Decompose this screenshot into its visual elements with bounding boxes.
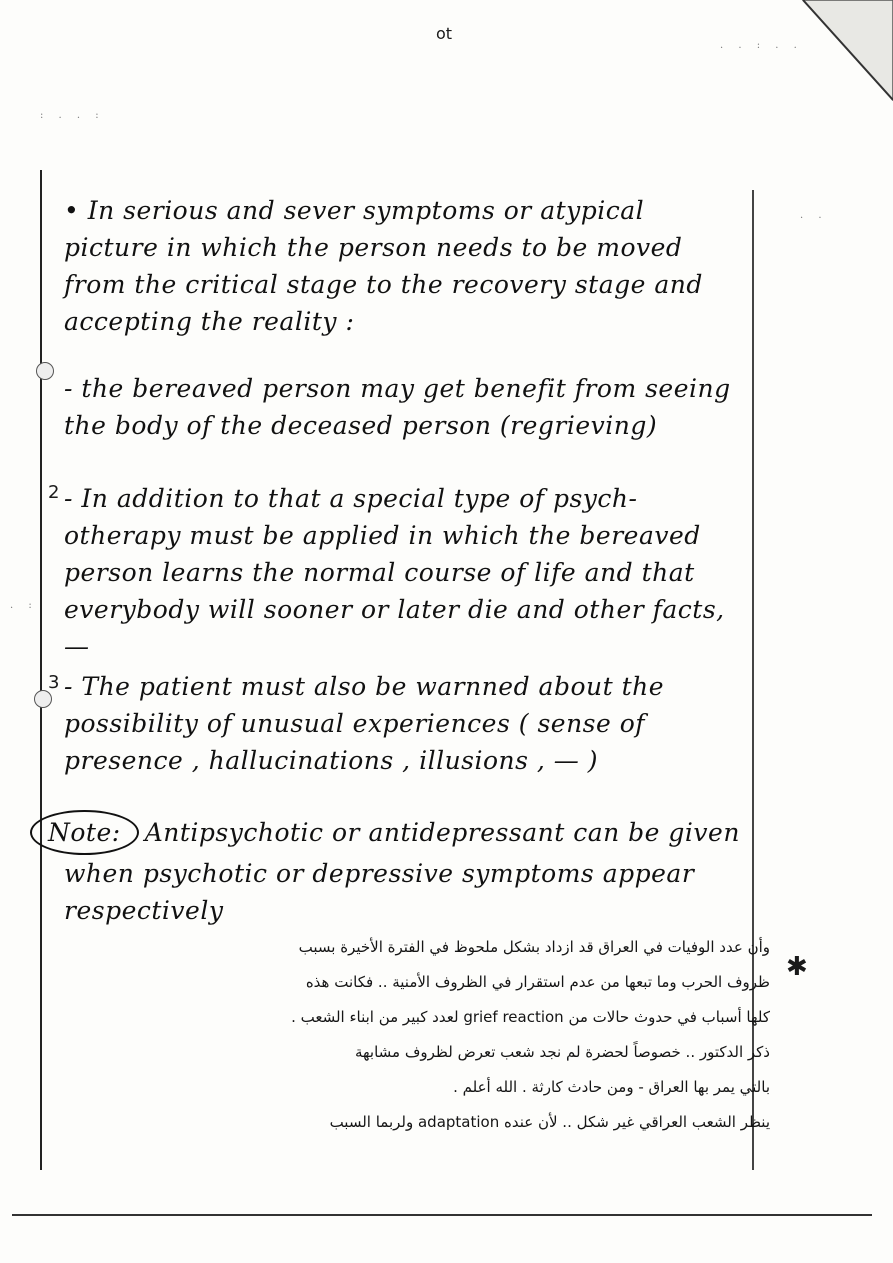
note-label: Note:: [30, 810, 139, 855]
page-bottom-line: [12, 1214, 872, 1216]
arabic-line: ظروف الحرب وما تبعها من عدم استقرار في الظروف الأمنية .. فكانت هذه: [305, 973, 770, 991]
page-speckle: : . . :: [40, 110, 105, 121]
note-text: Antipsychotic or antidepressant can be given when psychotic or depressive symptoms appear respectively: [64, 818, 740, 925]
page-number: ot: [436, 24, 453, 43]
arabic-line: ينظر الشعب العراقي غير شكل .. لأن عنده adaptation ولربما السبب: [329, 1113, 770, 1131]
arabic-notes: [70, 930, 770, 1140]
arabic-line: كلها أسباب في حدوث حالات من grief reaction لعدد كبير من ابناء الشعب .: [291, 1008, 770, 1026]
item-2-marker: 2: [48, 482, 60, 503]
arabic-line: وأن عدد الوفيات في العراق قد ازداد بشكل ملحوظ في الفترة الأخيرة بسبب: [298, 938, 770, 956]
arabic-line: ذكر الدكتور .. خصوصاً لحضرة لم نجد شعب تعرض لظروف مشابهة: [354, 1043, 770, 1061]
intro-paragraph: • In serious and sever symptoms or atypical picture in which the person needs to be moved from the critical stage to the recovery stage and accepting the reality :: [64, 196, 703, 336]
arabic-line: بالتي يمر بها العراق - ومن حادث كارثة . الله أعلم .: [453, 1078, 770, 1096]
folded-corner: [773, 0, 893, 110]
note-paragraph: [48, 810, 744, 929]
punch-hole: [36, 362, 54, 380]
page-speckle: . . : . .: [720, 40, 803, 51]
item-3-text: - The patient must also be warnned about the possibility of unusual experiences ( sense of presence , hallucinations , illusions , — ): [64, 672, 665, 775]
item-1-text: - the bereaved person may get benefit from seeing the body of the deceased person (regrieving): [64, 374, 731, 440]
asterisk-mark: ✱: [786, 952, 808, 982]
item-3-marker: 3: [48, 672, 60, 693]
page-speckle: . :: [10, 600, 38, 611]
left-margin-line: [40, 170, 42, 1170]
page-speckle: . .: [800, 210, 828, 221]
item-2-text: - In addition to that a special type of psych-otherapy must be applied in which the bereaved person learns the normal course of life and that everybody will sooner or later die and other facts, —: [64, 484, 725, 661]
